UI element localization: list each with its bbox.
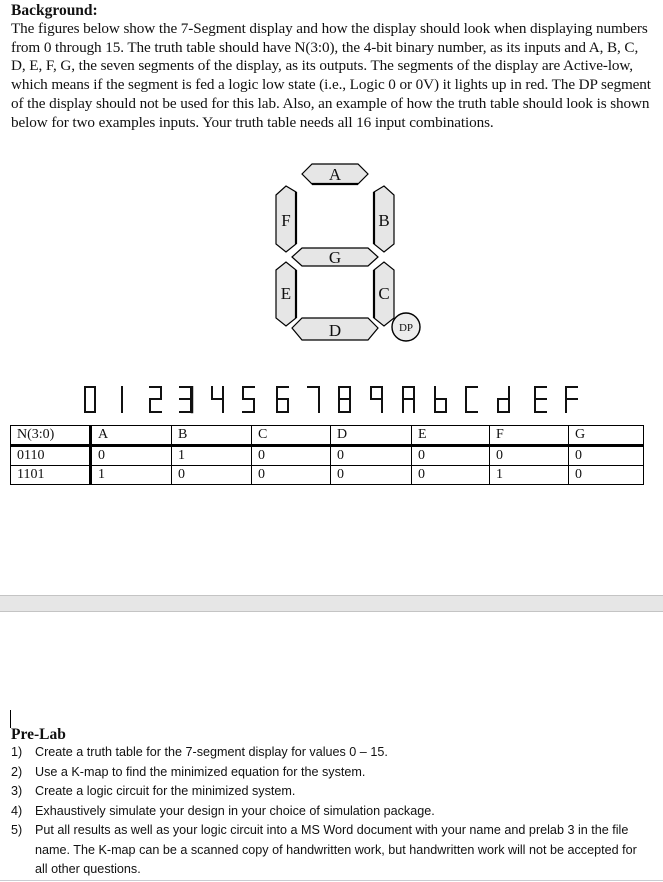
segment-label-d: D <box>328 321 342 340</box>
list-item <box>11 763 641 783</box>
digit-f <box>566 387 577 412</box>
header-cell: N(3:0) <box>11 426 91 446</box>
table-cell: 0 <box>331 446 412 466</box>
segment-label-dp: DP <box>398 322 414 334</box>
header-cell: D <box>331 426 412 446</box>
table-header-row <box>11 426 644 446</box>
list-item-text: Use a K-map to find the minimized equation for the system. <box>35 764 366 779</box>
table-row <box>11 466 644 485</box>
table-cell: 0 <box>569 466 644 485</box>
list-item-text: Exhaustively simulate your design in your choice of simulation package. <box>35 803 435 818</box>
list-item-number: 1) <box>11 745 23 759</box>
table-cell: 0 <box>172 466 252 485</box>
list-item <box>11 782 641 802</box>
list-item-text: Create a logic circuit for the minimized system. <box>35 784 296 798</box>
digit-6 <box>277 387 288 412</box>
header-cell: E <box>412 426 490 446</box>
digit-7 <box>308 387 319 412</box>
digit-4 <box>212 387 223 412</box>
segment-label-e: E <box>280 284 292 303</box>
list-item-number: 4) <box>11 803 23 818</box>
list-item-number: 5) <box>11 823 23 837</box>
table-cell: 0 <box>252 466 331 485</box>
table-cell: 0 <box>412 446 490 466</box>
page-bottom-border <box>0 880 663 881</box>
table-cell: 1101 <box>11 466 91 485</box>
digit-9 <box>371 387 382 412</box>
background-paragraph: The figures below show the 7-Segment display and how the display should look when displaying numbers from 0 through 15. The truth table should have N(3:0), the 4-bit binary number, as its inputs and A, B, C, D, E, F, G, the seven segments of the display, as its outputs. The segments of the display are Active-low, which means if the segment is fed a logic low state (i.e., Logic 0 or 0V) it lights up in red. The DP segment of the display should not be used for this lab. Also, an example of how the truth table should look is shown below for two examples inputs. Your truth table needs all 16 input combinations. <box>11 20 651 131</box>
digit-2 <box>150 387 161 412</box>
header-cell: A <box>91 426 172 446</box>
table-cell: 0 <box>252 446 331 466</box>
background-heading: Background: <box>11 2 98 19</box>
prelab-heading: Pre-Lab <box>11 726 66 743</box>
segment-label-a: A <box>328 165 342 184</box>
digit-b <box>435 387 446 412</box>
list-item-text: Put all results as well as your logic circuit into a MS Word document with your name and prelab 3 in the file name. The K-map can be a scanned copy of handwritten work, but handwritten work will not be accepted for all other questions. <box>35 823 637 876</box>
table-row <box>11 446 644 466</box>
table-cell: 0 <box>91 446 172 466</box>
segment-label-g: G <box>328 248 342 267</box>
list-item <box>11 802 641 822</box>
table-cell: 0110 <box>11 446 91 466</box>
table-cell: 0 <box>331 466 412 485</box>
digit-5 <box>243 387 254 412</box>
header-cell: B <box>172 426 252 446</box>
digit-a <box>403 387 414 412</box>
truth-table-example <box>10 425 644 485</box>
header-cell: C <box>252 426 331 446</box>
digit-8 <box>339 387 350 412</box>
digit-c <box>466 387 477 412</box>
table-cell: 0 <box>490 446 569 466</box>
prelab-list <box>11 743 641 880</box>
header-cell: F <box>490 426 569 446</box>
header-cell: G <box>569 426 644 446</box>
table-cell: 0 <box>412 466 490 485</box>
digit-glyphs-row <box>80 386 600 414</box>
table-cell: 1 <box>490 466 569 485</box>
table-cell: 1 <box>91 466 172 485</box>
list-item <box>11 821 641 880</box>
list-item-text: Create a truth table for the 7-segment display for values 0 – 15. <box>35 745 388 759</box>
segment-label-c: C <box>378 284 390 303</box>
list-item-number: 3) <box>11 784 23 798</box>
table-cell: 1 <box>172 446 252 466</box>
digit-0 <box>85 387 95 412</box>
list-item-number: 2) <box>11 764 23 779</box>
digit-d <box>498 387 509 412</box>
table-cell: 0 <box>569 446 644 466</box>
seven-segment-diagram <box>260 160 440 350</box>
segment-label-b: B <box>378 211 390 230</box>
list-item <box>11 743 641 763</box>
digit-3 <box>180 387 192 412</box>
page-break-separator <box>0 595 663 612</box>
segment-label-f: F <box>281 211 291 230</box>
digit-e <box>535 387 546 412</box>
